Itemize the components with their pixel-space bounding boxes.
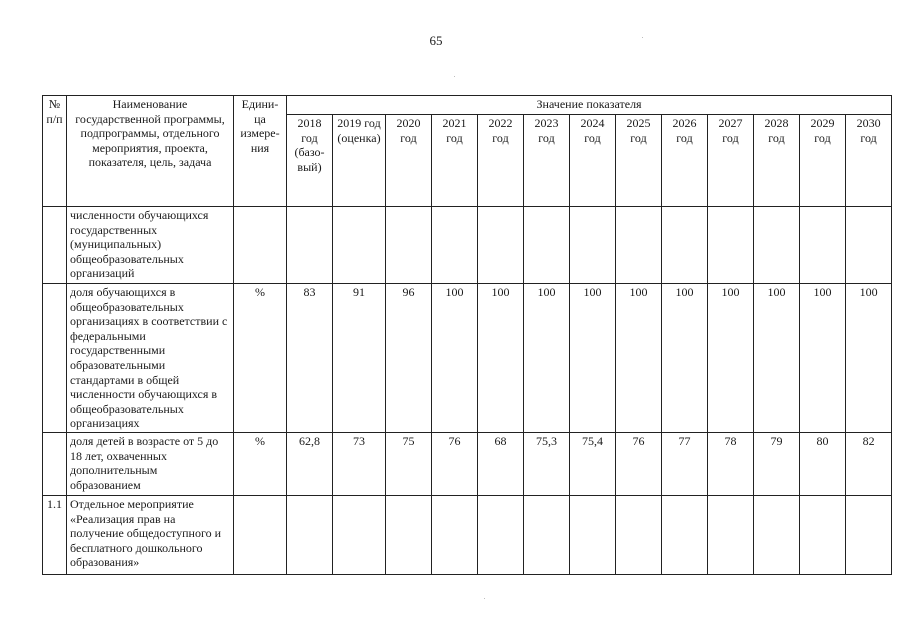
row-value <box>708 496 754 575</box>
header-year: 2026 год <box>662 115 708 207</box>
row-value <box>386 496 432 575</box>
row-value: 77 <box>662 433 708 496</box>
row-num <box>43 284 67 433</box>
row-name: доля обучающихся в общеобразовательных организациях в соответствии с федеральными государственными образовательными стандартами в общей численности обучающихся в общеобразовательных организациях <box>67 284 234 433</box>
row-unit <box>234 207 287 284</box>
row-value <box>478 207 524 284</box>
row-value <box>432 496 478 575</box>
row-value <box>524 496 570 575</box>
row-value: 100 <box>800 284 846 433</box>
row-value: 68 <box>478 433 524 496</box>
row-value <box>846 496 892 575</box>
row-value: 100 <box>478 284 524 433</box>
row-value <box>333 207 386 284</box>
row-value <box>333 496 386 575</box>
row-value: 73 <box>333 433 386 496</box>
header-year: 2027 год <box>708 115 754 207</box>
row-num <box>43 207 67 284</box>
row-value <box>616 207 662 284</box>
row-value: 76 <box>432 433 478 496</box>
row-unit <box>234 496 287 575</box>
header-year: 2025 год <box>616 115 662 207</box>
header-year: 2022 год <box>478 115 524 207</box>
row-value <box>524 207 570 284</box>
row-value <box>287 496 333 575</box>
row-value: 100 <box>616 284 662 433</box>
table-row <box>43 207 892 284</box>
row-value <box>570 207 616 284</box>
row-value: 82 <box>846 433 892 496</box>
header-name-text: Наименование государственной программы, подпрограммы, отдельного мероприятия, проекта, показателя, цель, задача <box>75 97 225 170</box>
row-value: 100 <box>570 284 616 433</box>
row-num <box>43 433 67 496</box>
row-value: 76 <box>616 433 662 496</box>
scan-speck <box>642 37 643 38</box>
row-value: 100 <box>432 284 478 433</box>
row-value: 75,3 <box>524 433 570 496</box>
row-value: 83 <box>287 284 333 433</box>
row-name: численности обучающихся государственных (муниципальных) общеобразовательных организаций <box>67 207 234 284</box>
row-value <box>662 496 708 575</box>
header-name <box>67 96 234 207</box>
row-value <box>800 496 846 575</box>
row-value <box>386 207 432 284</box>
header-num <box>43 96 67 207</box>
header-year: 2019 год (оценка) <box>333 115 386 207</box>
row-value: 96 <box>386 284 432 433</box>
header-year: 2018 год (базо-вый) <box>287 115 333 207</box>
table-row <box>43 433 892 496</box>
row-value: 100 <box>708 284 754 433</box>
header-year: 2024 год <box>570 115 616 207</box>
row-value: 80 <box>800 433 846 496</box>
header-unit-text: Едини-ца измере-ния <box>240 97 280 155</box>
row-value <box>616 496 662 575</box>
row-value: 79 <box>754 433 800 496</box>
row-value <box>662 207 708 284</box>
scan-speck <box>454 76 455 77</box>
header-year: 2029 год <box>800 115 846 207</box>
header-num-text: № п/п <box>46 97 63 126</box>
indicators-table <box>42 95 892 575</box>
scan-speck <box>484 598 485 599</box>
header-row-top <box>43 96 892 115</box>
row-num: 1.1 <box>43 496 67 575</box>
row-value <box>432 207 478 284</box>
header-group-text: Значение показателя <box>536 97 642 111</box>
header-year: 2021 год <box>432 115 478 207</box>
row-value: 100 <box>524 284 570 433</box>
header-group <box>287 96 892 115</box>
row-value <box>800 207 846 284</box>
row-value <box>287 207 333 284</box>
row-value: 100 <box>846 284 892 433</box>
table-row <box>43 284 892 433</box>
row-value <box>846 207 892 284</box>
row-unit: % <box>234 433 287 496</box>
header-year: 2030 год <box>846 115 892 207</box>
row-value <box>478 496 524 575</box>
row-value: 78 <box>708 433 754 496</box>
header-year: 2020 год <box>386 115 432 207</box>
row-value: 100 <box>662 284 708 433</box>
row-value <box>754 207 800 284</box>
row-value: 75 <box>386 433 432 496</box>
row-value <box>570 496 616 575</box>
row-name: Отдельное мероприятие «Реализация прав на получение общедоступного и бесплатного дошкольного образования» <box>67 496 234 575</box>
page-number: 65 <box>429 33 443 48</box>
row-value: 75,4 <box>570 433 616 496</box>
row-name: доля детей в возрасте от 5 до 18 лет, охваченных дополнительным образованием <box>67 433 234 496</box>
row-value: 62,8 <box>287 433 333 496</box>
header-unit <box>234 96 287 207</box>
row-value <box>754 496 800 575</box>
row-value: 91 <box>333 284 386 433</box>
header-year: 2023 год <box>524 115 570 207</box>
row-value: 100 <box>754 284 800 433</box>
table-row <box>43 496 892 575</box>
row-unit: % <box>234 284 287 433</box>
row-value <box>708 207 754 284</box>
header-year: 2028 год <box>754 115 800 207</box>
